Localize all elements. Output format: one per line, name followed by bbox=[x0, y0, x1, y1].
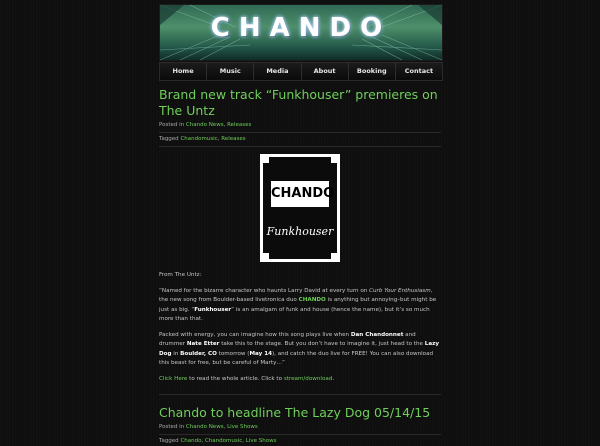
post-tags: Tagged Chandomusic, Releases bbox=[159, 136, 246, 142]
artist-name: Nate Etter bbox=[186, 341, 220, 347]
date: May 14 bbox=[249, 350, 272, 357]
category-link[interactable]: Chando News bbox=[185, 122, 224, 128]
posted-in-label: Posted in bbox=[159, 424, 185, 430]
tag-link[interactable]: Chando bbox=[180, 438, 202, 444]
nav-media[interactable]: Media bbox=[254, 63, 301, 80]
artist-name: Dan Chandonnet bbox=[350, 331, 404, 338]
header-banner bbox=[159, 4, 443, 61]
category-link[interactable]: Chando News bbox=[185, 424, 224, 430]
category-link[interactable]: Releases bbox=[227, 122, 252, 128]
stream-download-link[interactable]: stream/download bbox=[283, 375, 333, 382]
post-title[interactable]: Chando to headline The Lazy Dog 05/14/15 bbox=[159, 405, 431, 420]
text: take this to the stage. But you don’t have to imagine it, just head to the bbox=[219, 341, 425, 347]
divider bbox=[159, 434, 441, 435]
content-column bbox=[159, 4, 441, 446]
divider bbox=[159, 394, 441, 395]
main-nav bbox=[159, 62, 443, 81]
song-name: Funkhouser bbox=[194, 306, 232, 313]
divider bbox=[159, 132, 441, 133]
text: to read the whole article. Click to bbox=[187, 375, 284, 382]
venue-name: Lazy Dog bbox=[159, 341, 440, 357]
post-title[interactable]: Brand new track “Funkhouser” premieres on The Untz bbox=[159, 87, 438, 118]
cover-art-background bbox=[263, 157, 337, 259]
nav-contact[interactable]: Contact bbox=[396, 63, 442, 80]
read-more-paragraph bbox=[159, 375, 441, 385]
category-link[interactable]: Live Shows bbox=[227, 424, 258, 430]
tagged-label: Tagged bbox=[159, 136, 179, 142]
site-logo[interactable]: CHANDO bbox=[210, 13, 392, 43]
tagged-label: Tagged bbox=[159, 438, 179, 444]
tag-link[interactable]: Live Shows bbox=[245, 438, 277, 444]
text: Packed with energy, you can imagine how this song plays live when bbox=[159, 331, 351, 338]
nav-music[interactable]: Music bbox=[207, 63, 254, 80]
text: and drummer bbox=[159, 331, 416, 347]
text: ” is an amalgam of funk and house (hence the name), but it’s so much more than that. bbox=[159, 306, 430, 322]
click-here-link[interactable]: Click Here bbox=[159, 375, 188, 382]
cover-art-script: Funkhouser bbox=[266, 225, 334, 238]
post-categories: Posted in Chando News, Live Shows bbox=[159, 424, 258, 430]
text: “Named for the bizarre character who haunts Larry David at every turn on bbox=[159, 287, 370, 294]
post-tags: Tagged Chando, Chandomusic, Live Shows bbox=[159, 438, 277, 444]
post-categories: Posted in Chando News, Releases bbox=[159, 122, 252, 128]
text: is anything but annoying–but might be just as big. “ bbox=[159, 297, 437, 313]
quote-paragraph-1 bbox=[159, 287, 441, 325]
text: ), and catch the duo live for FREE! You can also download this beast for free, but be careful of Marty…” bbox=[159, 350, 434, 366]
divider bbox=[159, 146, 441, 147]
tag-link[interactable]: Chandomusic bbox=[180, 136, 218, 142]
chando-link[interactable]: CHANDO bbox=[298, 297, 326, 303]
tag-link[interactable]: Chandomusic bbox=[204, 438, 243, 444]
city-name: Boulder, CO bbox=[180, 350, 217, 357]
single-cover-art bbox=[260, 154, 340, 262]
posted-in-label: Posted in bbox=[159, 122, 185, 128]
text: tomorrow ( bbox=[216, 350, 250, 357]
from-line: From The Untz: bbox=[159, 272, 202, 278]
nav-home[interactable]: Home bbox=[160, 63, 207, 80]
quote-paragraph-2 bbox=[159, 331, 441, 369]
nav-about[interactable]: About bbox=[302, 63, 349, 80]
nav-booking[interactable]: Booking bbox=[349, 63, 396, 80]
cover-art-title: CHANDO bbox=[271, 181, 329, 207]
tag-link[interactable]: Releases bbox=[221, 136, 246, 142]
show-title: Curb Your Enthusiasm bbox=[369, 287, 431, 294]
text: in bbox=[171, 350, 181, 357]
text: . bbox=[332, 375, 335, 382]
text: , the new song from Boulder-based livetronica duo bbox=[159, 287, 433, 303]
